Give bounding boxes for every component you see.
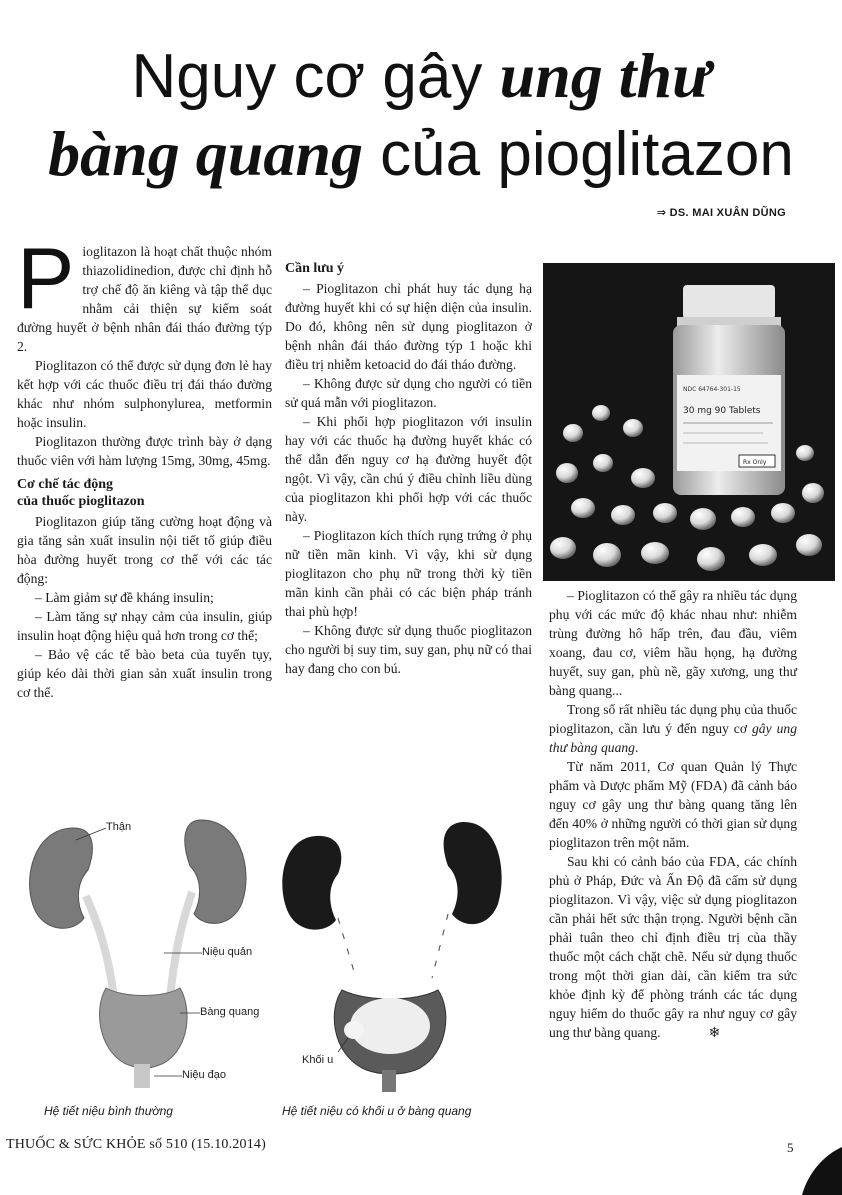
bullet-item: – Bảo vệ các tế bào beta của tuyến tụy, giúp kéo dài thời gian sản xuất insulin trong cơ thể.	[17, 647, 272, 700]
title-plain-2: của pioglitazon	[362, 120, 794, 189]
left-ureter	[86, 896, 114, 998]
title-emphasis-2: bàng quang	[48, 118, 363, 189]
heading-line: của thuốc pioglitazon	[17, 494, 145, 509]
paragraph: Pioglitazon thường được trình bày ở dạng thuốc viên với hàm lượng 15mg, 30mg, 45mg.	[17, 434, 272, 468]
label-ureter: Niệu quản	[202, 946, 253, 958]
title-emphasis-1: ung thư	[499, 40, 711, 111]
label-kidney: Thận	[106, 821, 132, 833]
paragraph: – Pioglitazon có thể gây ra nhiều tác dụng phụ với các mức độ khác nhau như: nhiễm trùng đường hô hấp trên, đau đầu, viêm xoang, đau cơ, viêm hầu họng, hạ đường huyết, suy gan, phù nề, gãy xương, ung thư bàng quang...	[549, 588, 797, 698]
pill-bottle-illustration	[543, 263, 835, 581]
bullet-item: – Làm giảm sự đề kháng insulin;	[35, 590, 214, 605]
title-plain-1: Nguy cơ gây	[131, 42, 500, 111]
urethra	[134, 1064, 150, 1088]
paragraph-warning	[549, 700, 797, 757]
text-run: Sau khi có cảnh báo của FDA, các chính phủ ở Pháp, Đức và Ấn Độ đã cấm sử dụng pioglitazon. Vì vậy, việc sử dụng pioglitazon cần phải hết sức thận trọng. Người bệnh cần phải tuân theo chỉ định điều trị của thầy thuốc một cách chặt chẽ. Nếu sử dụng thuốc trong một thời gian dài, cần kiểm tra sức khỏe định kỳ để phòng tránh các tác dụng nguy hiểm do thuốc gây ra như nguy cơ gây ung thư bàng quang.	[549, 854, 797, 1040]
column-1	[17, 231, 272, 702]
column-3	[549, 586, 797, 1043]
right-ureter	[170, 892, 192, 998]
paragraph-final	[549, 852, 797, 1043]
label-urethra: Niệu đạo	[182, 1069, 227, 1081]
paragraph: – Không được sử dụng cho người có tiền sử quá mẫn với pioglitazon.	[285, 376, 532, 410]
pill-bottle-photo	[543, 263, 835, 581]
section-heading-mechanism	[17, 476, 272, 510]
paragraph: – Pioglitazon chỉ phát huy tác dụng hạ đường huyết khi có sự hiện diện của insulin. Do đó, không nên sử dụng pioglitazon ở bệnh nhân đái tháo đường týp 1 hoặc khi điều trị nhiễm ketoacid do đái tháo đường.	[285, 281, 532, 372]
article-title-line-2	[0, 116, 842, 193]
paragraph: – Không được sử dụng thuốc pioglitazon cho người bị suy tim, suy gan, phụ nữ có thai hay đang cho con bú.	[285, 623, 532, 676]
heading-line: Cơ chế tác động	[17, 477, 114, 492]
paragraph: Pioglitazon giúp tăng cường hoạt động và gia tăng sản xuất insulin nội tiết tố giúp điều hòa đường huyết trong cơ thể với các tác động:	[17, 514, 272, 586]
bottle-cap	[683, 285, 775, 319]
paragraph: – Khi phối hợp pioglitazon với insulin hay với các thuốc hạ đường huyết khác có thể dẫn đến nguy cơ hạ đường huyết đột ngột. Vì vậy, cần chú ý điều chỉnh liều dùng của pioglitazon khi phối hợp với các thuốc này.	[285, 414, 532, 524]
paragraph: Pioglitazon có thể được sử dụng đơn lẻ hay kết hợp với các thuốc điều trị đái tháo đường khác như nhóm sulphonylurea, metformin hoặc insulin.	[17, 358, 272, 430]
article-title-line-1	[0, 38, 842, 115]
figure-normal-urinary-system	[14, 808, 274, 1108]
figure-1-caption: Hệ tiết niệu bình thường	[44, 1104, 173, 1118]
corner-decoration	[794, 1147, 842, 1195]
right-kidney	[444, 822, 502, 924]
column-2	[285, 260, 532, 678]
intro-paragraph: ioglitazon là hoạt chất thuộc nhóm thiazolidinedion, được chỉ định hỗ trợ chế độ ăn kiêng và tập thể dục nhằm cải thiện sự kiểm soát đường huyết ở bệnh nhân đái tháo đường týp 2.	[17, 244, 272, 354]
magazine-footer: THUỐC & SỨC KHỎE số 510 (15.10.2014)	[6, 1137, 266, 1152]
figure-2-caption: Hệ tiết niệu có khối u ở bàng quang	[282, 1104, 472, 1118]
text-run: .	[634, 740, 639, 755]
page-number: 5	[787, 1140, 794, 1155]
bullet-item: – Làm tăng sự nhạy cảm của insulin, giúp insulin hoạt động hiệu quả hơn trong cơ thể;	[17, 609, 272, 643]
drop-cap: P	[17, 231, 75, 327]
emphasis-text: gây ung thư bàng quang	[549, 721, 797, 755]
bottle-code: NDC 64764-301-15	[683, 386, 741, 393]
text-run: Trong số rất nhiều tác dụng phụ của thuốc pioglitazon, cần lưu ý đến nguy cơ	[549, 702, 797, 736]
label-bladder: Bàng quang	[200, 1006, 260, 1018]
bottle-dosage: 30 mg 90 Tablets	[683, 406, 761, 416]
left-kidney	[30, 828, 93, 928]
label-tumor: Khối u	[302, 1054, 334, 1066]
figure-urinary-system-tumor	[276, 808, 516, 1108]
author-byline: ⇒ DS. MAI XUÂN DŨNG	[656, 207, 786, 219]
section-heading-caution: Cần lưu ý	[285, 261, 344, 276]
left-kidney	[282, 836, 341, 930]
end-mark-icon: ❄	[708, 1026, 721, 1041]
paragraph: Từ năm 2011, Cơ quan Quản lý Thực phẩm và Dược phẩm Mỹ (FDA) đã cảnh báo nguy cơ gây ung thư bàng quang tăng lên đến 40% ở những người có thời gian sử dụng pioglitazon trên một năm.	[549, 759, 797, 850]
bottle-badge: Rx Only	[743, 459, 767, 466]
bladder	[100, 988, 188, 1068]
paragraph: – Pioglitazon kích thích rụng trứng ở phụ nữ tiền mãn kinh. Vì vậy, khi sử dụng pioglitazon cho phụ nữ trong thời kỳ tiền mãn kinh cần phải có các biện pháp tránh thai phù hợp!	[285, 528, 532, 619]
right-kidney	[185, 820, 246, 923]
